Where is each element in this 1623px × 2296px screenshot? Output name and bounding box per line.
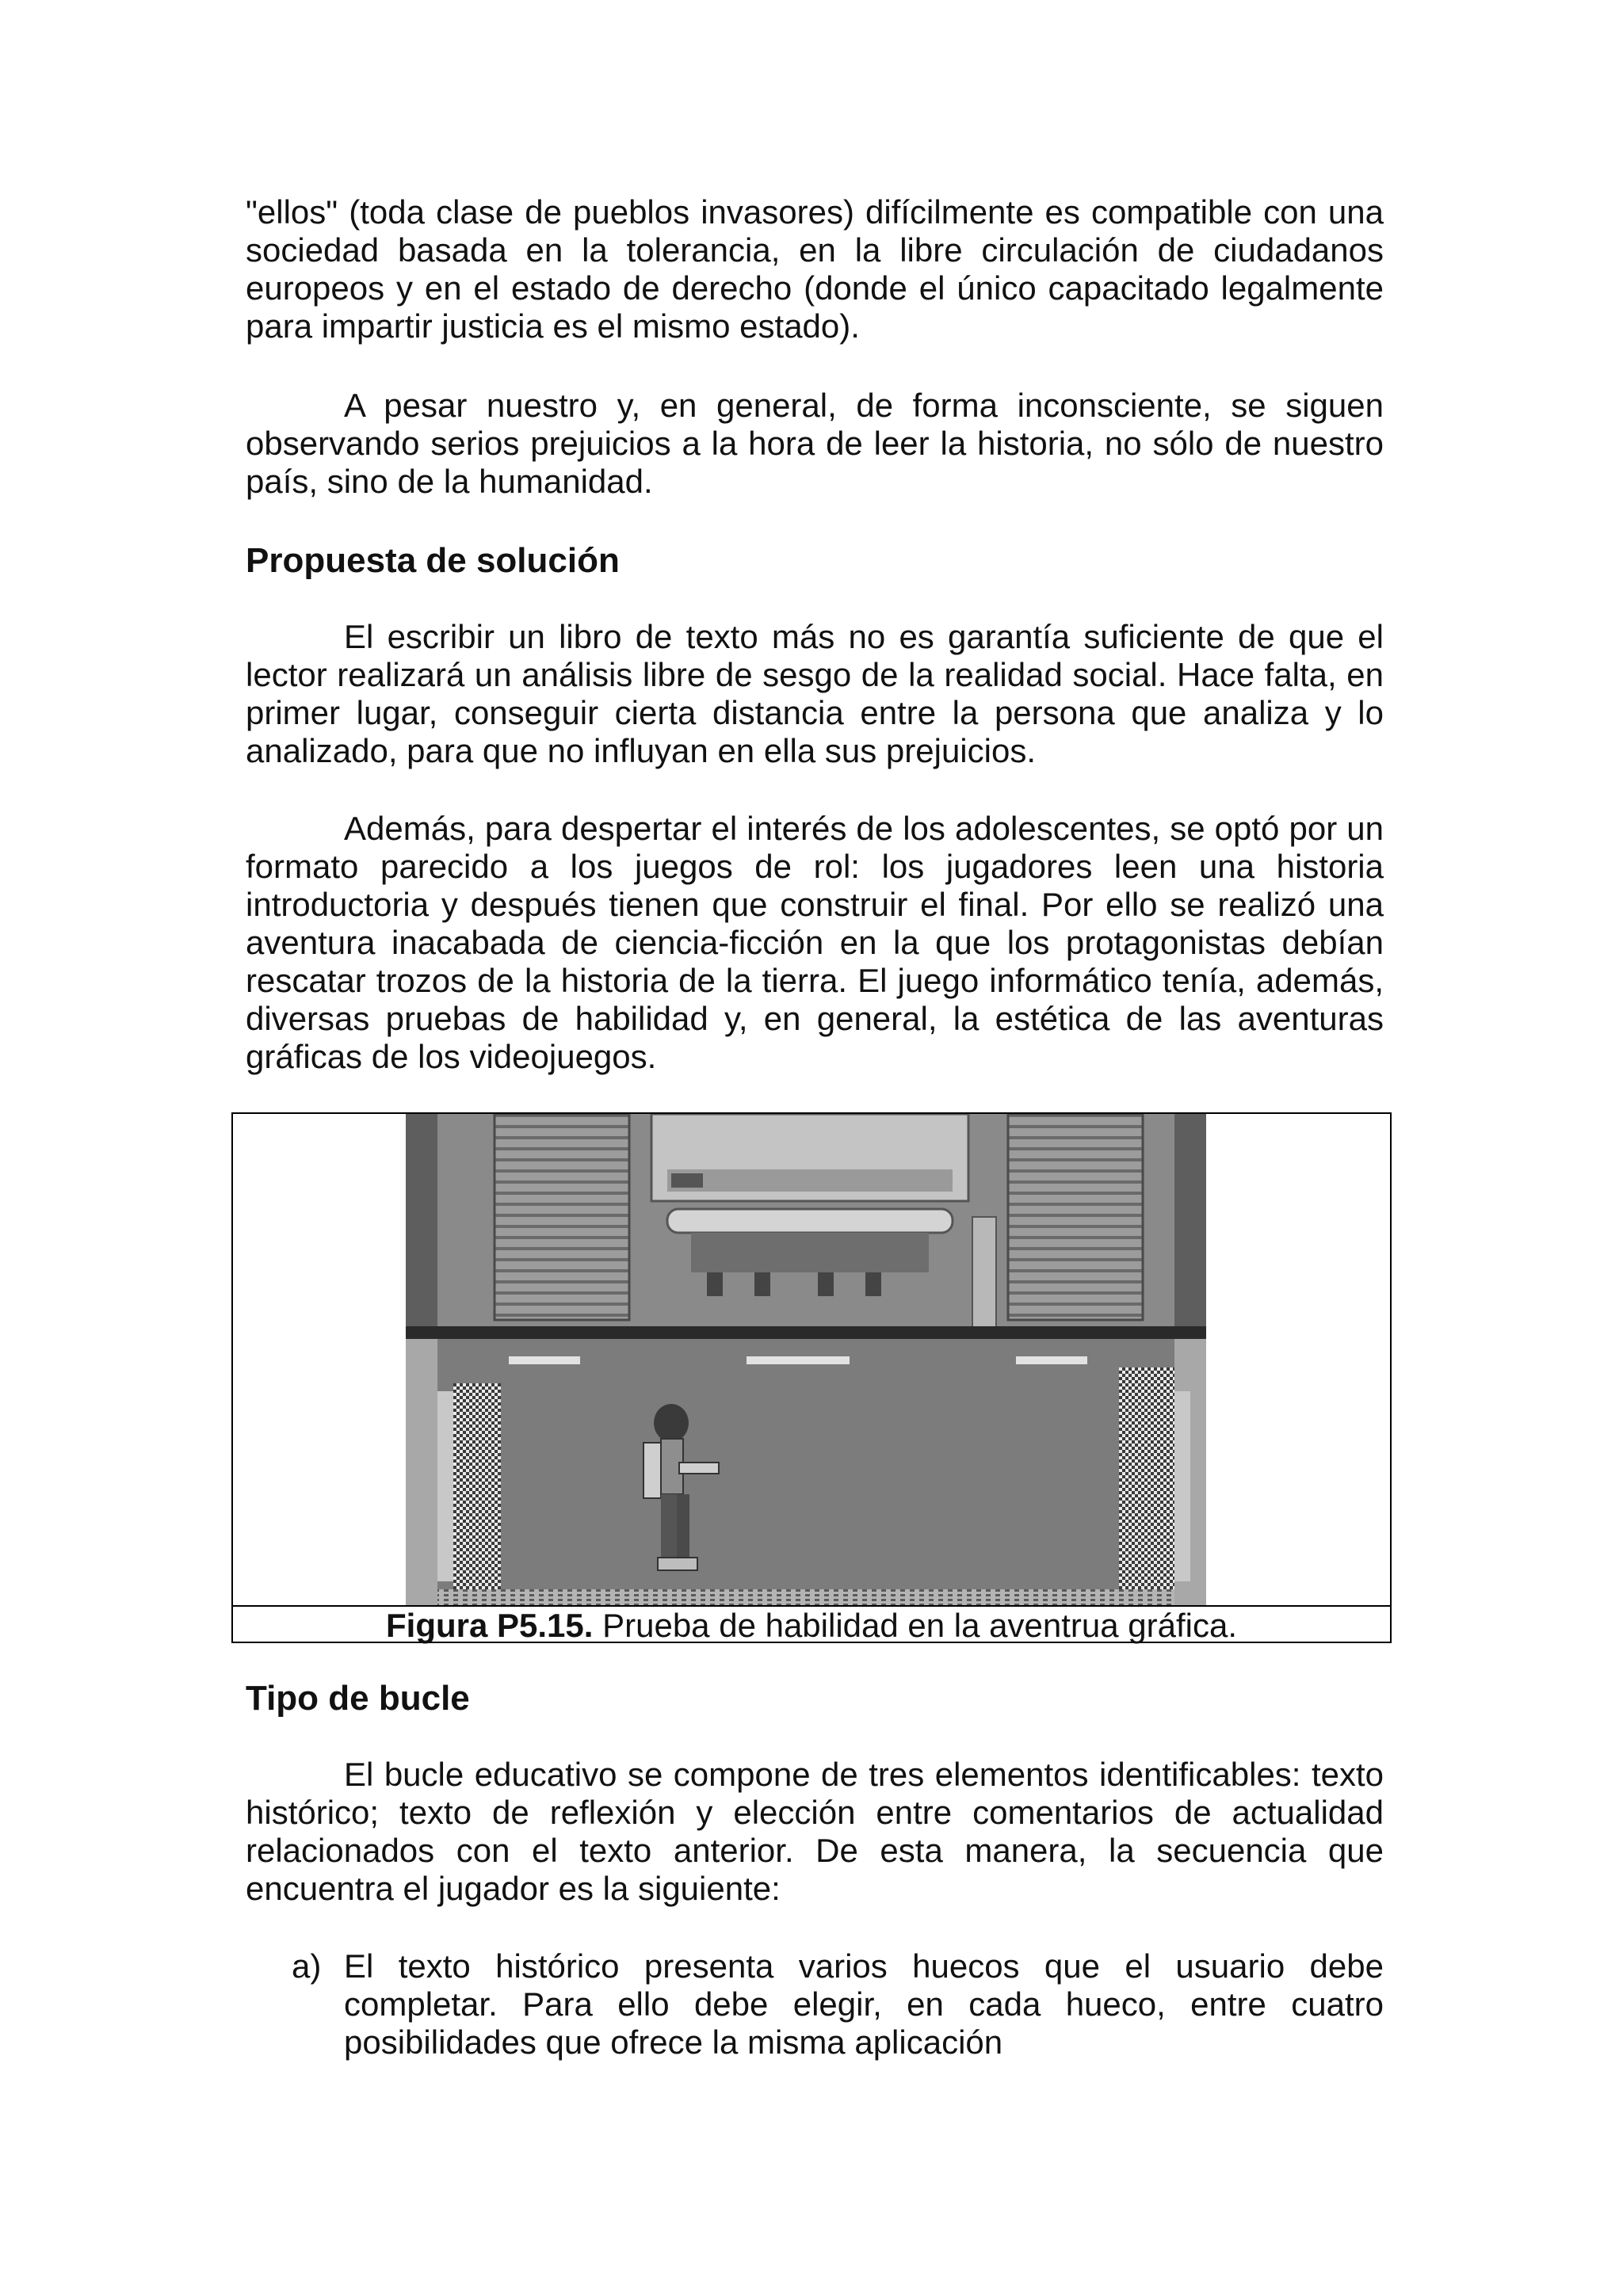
heading-propuesta: Propuesta de solución [246, 541, 620, 580]
paragraph-propuesta: El escribir un libro de texto más no es garantía suficiente de que el lector realizará un análisis libre de sesgo de la realidad social. Hace falta, en primer lugar, conseguir cierta distancia entre la persona que analiza y lo analizado, para que no influyan en ella sus prejuicios. [246, 618, 1384, 769]
figure-caption [233, 1608, 1390, 1643]
list-item-a [292, 1947, 1384, 2061]
paragraph-ellos: "ellos" (toda clase de pueblos invasores) difícilmente es compatible con una sociedad basada en la tolerancia, en la libre circulación de ciudadanos europeos y en el estado de derecho (donde el único capacitado legalmente para impartir justicia es el mismo estado). [246, 193, 1384, 345]
paragraph-prejuicios: A pesar nuestro y, en general, de forma inconsciente, se siguen observando serios prejuicios a la hora de leer la historia, no sólo de nuestro país, sino de la humanidad. [246, 387, 1384, 500]
paragraph-ademas: Además, para despertar el interés de los adolescentes, se optó por un formato parecido a los juegos de rol: los jugadores leen una historia introductoria y después tienen que construir el final. Por ello se realizó una aventura inacabada de ciencia-ficción en la que los protagonistas debían rescatar trozos de la historia de la tierra. El juego informático tenía, además, diversas pruebas de habilidad y, en general, la estética de las aventuras gráficas de los videojuegos. [246, 810, 1384, 1075]
figure-caption-text: Prueba de habilidad en la aventrua gráfica. [593, 1607, 1237, 1644]
figure-box [231, 1112, 1392, 1643]
paragraph-bucle: El bucle educativo se compone de tres elementos identificables: texto histórico; texto de reflexión y elección entre comentarios de actualidad relacionados con el texto anterior. De esta manera, la secuencia que encuentra el jugador es la siguiente: [246, 1756, 1384, 1907]
list-item-a-label: a) [292, 1947, 322, 1985]
game-screenshot [406, 1114, 1206, 1605]
game-scene-illustration [406, 1114, 1206, 1605]
heading-tipo-de-bucle: Tipo de bucle [246, 1679, 470, 1718]
figure-label: Figura P5.15. [386, 1607, 594, 1644]
list-item-a-text: El texto histórico presenta varios huecos que el usuario debe completar. Para ello debe elegir, en cada hueco, entre cuatro posibilidades que ofrece la misma aplicación [344, 1947, 1384, 2061]
